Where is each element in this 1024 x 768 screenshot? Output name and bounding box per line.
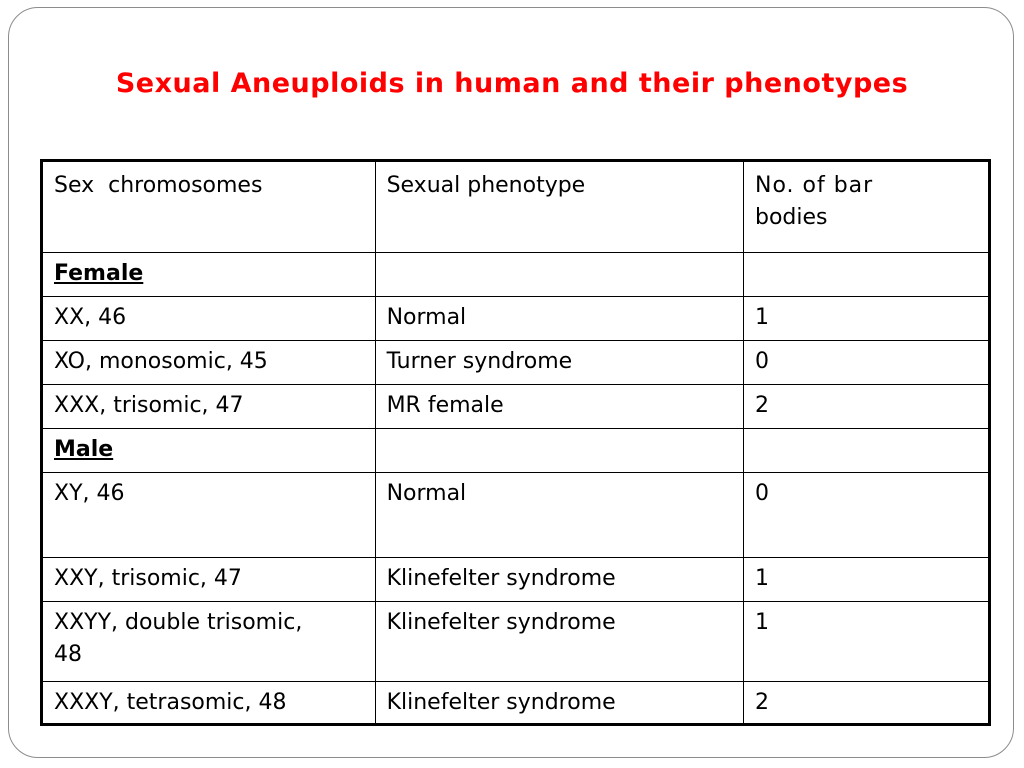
cell-bar-bodies: 2	[744, 385, 990, 429]
cell-phenotype: Normal	[375, 297, 743, 341]
cell-bar-bodies: 1	[744, 558, 990, 602]
cell-bar-bodies: 2	[744, 682, 990, 725]
cell-phenotype: Klinefelter syndrome	[375, 602, 743, 682]
cell-chromosomes: XXY, trisomic, 47	[42, 558, 376, 602]
empty-cell	[375, 253, 743, 297]
cell-phenotype: Normal	[375, 473, 743, 558]
cell-bar-bodies: 1	[744, 602, 990, 682]
cell-chromosomes: XO, monosomic, 45	[42, 341, 376, 385]
empty-cell	[375, 429, 743, 473]
header-bar-bodies-line1: No. of bar	[755, 173, 874, 198]
slide-title: Sexual Aneuploids in human and their phenotypes	[115, 68, 909, 99]
cell-chromosomes-line1: XXYY, double trisomic,	[54, 610, 303, 635]
cell-bar-bodies: 0	[744, 473, 990, 558]
cell-phenotype: Klinefelter syndrome	[375, 558, 743, 602]
table-row	[42, 682, 990, 725]
cell-chromosomes: XXX, trisomic, 47	[42, 385, 376, 429]
header-sex-chromosomes: Sex chromosomes	[42, 161, 376, 253]
table-row	[42, 473, 990, 558]
cell-chromosomes: XXXY, tetrasomic, 48	[42, 682, 376, 725]
cell-phenotype: MR female	[375, 385, 743, 429]
aneuploidy-table	[40, 159, 991, 726]
header-bar-bodies	[744, 161, 990, 253]
section-label-female: Female	[54, 261, 144, 286]
section-label-male: Male	[54, 437, 114, 462]
empty-cell	[744, 429, 990, 473]
table-row	[42, 385, 990, 429]
cell-chromosomes-line2: 48	[54, 642, 82, 667]
cell-chromosomes: XY, 46	[42, 473, 376, 558]
table-row	[42, 558, 990, 602]
section-row-female	[42, 253, 990, 297]
cell-phenotype: Klinefelter syndrome	[375, 682, 743, 725]
cell-bar-bodies: 1	[744, 297, 990, 341]
empty-cell	[744, 253, 990, 297]
header-sexual-phenotype: Sexual phenotype	[375, 161, 743, 253]
cell-bar-bodies: 0	[744, 341, 990, 385]
table-row	[42, 297, 990, 341]
table-header-row	[42, 161, 990, 253]
header-bar-bodies-line2: bodies	[755, 205, 828, 230]
cell-chromosomes	[42, 602, 376, 682]
table-row	[42, 341, 990, 385]
table-row	[42, 602, 990, 682]
cell-chromosomes: XX, 46	[42, 297, 376, 341]
section-row-male	[42, 429, 990, 473]
cell-phenotype: Turner syndrome	[375, 341, 743, 385]
